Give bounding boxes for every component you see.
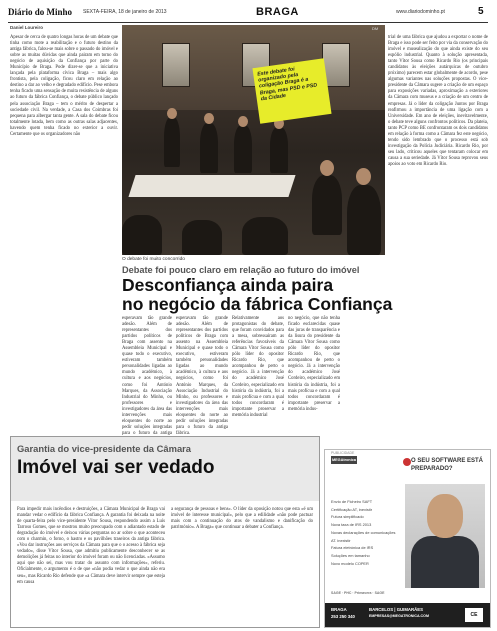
ad-feature-item: Novo modelo COPER [331,560,369,566]
ad-city-2: BARCELOS | GUIMARÃES [369,607,423,612]
photo-head [204,113,214,124]
ad-question: O SEU SOFTWARE ESTÁ PREPARADO? [411,458,484,472]
section-title: BRAGA [256,6,299,18]
site-url: www.diariodominho.pt [396,9,445,15]
byline: Daniel Loureiro [10,25,44,30]
box-kicker: Garantia do vice-presidente da Câmara [17,443,192,454]
box-header [11,437,319,501]
photo-person [234,125,252,173]
photo-caption: O debate foi muito concorrido [122,257,185,262]
question-icon [403,458,411,466]
photo-person [347,185,381,255]
photo-head [320,160,334,176]
ad-badge: CE [465,608,483,622]
ad-photo-suit [411,536,479,588]
article-column-3: esperavam tão grande adesão. Além de representantes dos partidos políticos de Braga com assento na Assembleia Municipal e quase todo o executivo, estiveram também personalidades ligadas ao mundo académico, à cultura e aos negócios, como foi António Marques, da Associação Industrial do Minho, ou professores e investigadores da área das intervenções mais eloquentes do norte ao pedir soluções integradas para o futuro da antiga fábrica. [176,316,228,436]
photo-person [312,175,342,235]
page-number: 5 [478,6,484,17]
ad-feature-list [331,498,401,567]
photo-head [356,168,371,185]
photo-window [162,43,190,87]
ad-footer [325,603,490,627]
newspaper-logo: Diário do Minho [8,7,73,17]
photo-person [200,123,218,173]
highlight-sticker: Este debate foi organizado pela coligação Braga é a Braga, mas PSD e PSD da Cidade [252,58,331,123]
article-column-6: trial de uma fábrica que ajudou a exportar o nome de Braga e isso pode ser feito por via da conservação do imóvel e musealização do que ainda existe do seu espólio industrial. Quanto à solução apresentada, tanto Vítor Sousa como Ricardo Rio (os principais candidatos às eleições autárquicas de outubro próximo) parecem estar globalmente de acordo, pese algumas variantes nas soluções propostas. O vice-presidente da Câmara sugere a criação de um espaço para exposições variadas, aproximação a exteriores da Câmara com museus e a criação de um centro de empresas. Já o líder da coligação Juntos por Braga reafirmou a importância de uma ligação com a Universidade. Em ano de eleições, inevitavelmente, o debate teve alguns confrontos políticos. Da plateia, tanto PCP como BE confrontaram os dois candidatos em relação à forma como a Câmara fez este negócio, tendo sido lembrado que o processo está sob investigação da Polícia Judiciária. Ricardo Rio, por seu lado, criticou aqueles que tentaram colocar em causa a sua seriedade. Já Vítor Sousa reprovou seus apoios ao voto em Ricardo Rio. [388,35,488,167]
ad-photo [405,484,485,588]
box-headline: Imóvel vai ser vedado [17,457,215,478]
photo-head [238,116,248,127]
ad-email: EMPRESAS@MEGATRONICA.COM [369,614,429,618]
photo-head [167,108,177,119]
issue-date: SEXTA-FEIRA, 18 de janeiro de 2013 [83,9,167,15]
box-column-2: a segurança de pessoas e bens». O líder da oposição notou que esta «é um imóvel de interesse municipal», pelo que a edilidade «não pode pactuar mais com a continuação do atos de vandalismo e danificação do património». A Braga» que continuar a debater a Confiança. [171,507,313,531]
page-header [8,6,488,23]
box-column-1: Para impedir mais incêndios e destruições, a Câmara Municipal de Braga vai mandar vedar o edifício da fábrica Confiança. A garantia foi deixada na noite de quarta-feira pelo vice-presidente Vítor Sousa, respondendo assim a Luís Tarroso Gomes, que se mostrou muito preocupado com o adiantado estado de degradação do imóvel e deixou várias perguntas no ar sobre o que aconteceu com o charmin, o forno, o hastro e os pavilhões traseiros da antiga fábrica. «Vou dar instruções aos serviços da Câmara para que o o acesso à fábrica seja vedado», disse Vítor Sousa, que admitiu publicamente desconhecer se as demolições já feitas no interior do imóvel foram ou não licenciadas. «Assumo aqui que não sei, mas vou tratar do assunto com informações», referiu. Oficialmente, o argumento é o de que «não podia vedar o que ainda não era seu», mas Ricardo Rio defende que «a Câmara deve intervir sempre que esteja em causa [17,507,165,585]
ad-feature-item: Envio de Ficheiro SAFT [331,499,373,504]
ad-tag: PUBLICIDADE [331,451,355,455]
photo-person [182,220,222,255]
headline-line-1: Desconfiança ainda paira [122,275,334,295]
ad-feature-item: Certificação AT, inexistir [331,506,373,512]
ad-feature-item: Soluções em tamanho [331,552,370,558]
photo-table [128,175,295,197]
article-kicker: Debate foi pouco claro em relação ao futuro do imóvel [122,265,360,275]
article-headline [122,276,392,313]
ad-phone-1: 253 250 340 [331,614,355,619]
photo-person [242,217,288,255]
debate-photo [122,25,385,255]
photo-person [122,215,162,255]
article-column-5: no negócio, que não tenha ficado esclarecidas quase das juras de transparência e da lisura do presidente da Câmara Vítor Sousa como pólo líder do opositor Ricardo Rio, que acompanhou de perto o negócio. Já a intervenção do académico José Cordeiro, especializado em história da indústria, foi a mais profícua e com a qual todos concordaram é importante preservar a memória indus- [288,316,340,412]
article-column-4: Relativamente aos protagonistas do debate, que foram convidados para a mesa, sobressaíram as referências favoráveis da Câmara Vítor Sousa como pólo líder do opositor Ricardo Rio, que acompanhou de perto o negócio. Já a intervenção do académico José Cordeiro, especializado em história da indústria, foi a mais profícua e com a qual todos concordaram é importante proservar a memória industrial [232,316,284,418]
ad-feature-item: Novas declarações de comunicações AT. inexistir [331,529,396,543]
ad-photo-face [427,494,463,538]
ad-feature-item: Futura simplificado [331,514,364,520]
photo-person [270,127,288,173]
photo-person [164,117,180,167]
headline-line-2: no negócio da fábrica Confiança [122,293,393,314]
ad-feature-item: Fatura eletrónica de IRS [331,545,374,551]
ad-city-1: BRAGA [331,607,347,612]
ad-feature-item: Nova taxa de IRS 2013 [331,522,372,528]
photo-credit: DM [372,26,379,31]
ad-partner-logos: SAGE · PHC · Primavera · SAGE [331,591,385,595]
article-column-2: esperavam tão grande adesão. Além de representantes dos partidos políticos de Braga com assento na Assembleia Municipal e quase todo o executivo, estiveram também personalidades ligadas ao mundo académico, à cultura e aos negócios, como foi António Marques, da Associação Industrial do Minho, ou professores e investigadores da área das intervenções mais eloquentes do norte ao pedir soluções integradas para o futuro da antiga [122,316,172,436]
ad-brand-logo: MEGAtronica [331,458,357,462]
advertisement[interactable] [324,449,491,628]
article-column-1: Apesar de cerca de quatro longas horas de um debate que tinha como mote a reabilitação e o futuro destino da antiga fábrica, falou-se mais sobre o passado do imóvel e sobre as muitas dúvidas que ainda pairam em torno do negócio de aquisição da Confiança por parte do Município de Braga. Pode dizer-se que a iniciativa lançada pela plataforma cívica Braga – mais algo frontista, pela coligação, ficou claro em relação ao destino a dar ao velho e degradado edifício. Pese embora tenha ficado uma sensação de muita resistência de alguns ao futuro da fábrica Confiança, o debate público lançado pela associação Braga – tem o mérito de despertar a sociedade civil. Na verdade, a Casa dos Coimbras foi pequena para albergar tanta gente. A sala do debate ficou totalmente lotada, bem como as outras salas adjacentes, havendo quem tenha ficado no exterior a ouvir. Certamente que os organizadores não [10,35,118,137]
secondary-article-box [10,436,320,628]
